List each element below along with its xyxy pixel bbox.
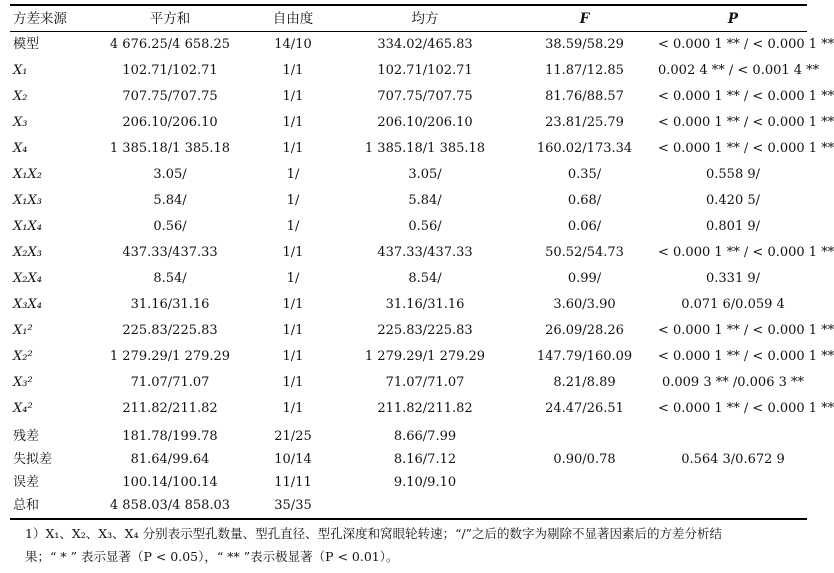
table-row — [10, 396, 834, 422]
table-row — [10, 162, 807, 188]
table-row — [10, 32, 834, 58]
cell-mean-square: 71.07/71.07 — [385, 375, 465, 390]
cell-f-value: 147.79/160.09 — [536, 349, 633, 364]
cell-sum-of-squares: 181.78/199.78 — [122, 429, 218, 444]
cell-mean-square: 102.71/102.71 — [377, 63, 473, 78]
cell-p-value: 0.558 9/ — [706, 167, 760, 182]
cell-source: X₄ — [13, 141, 28, 156]
cell-degrees-of-freedom: 1/ — [286, 219, 300, 234]
cell-f-value: 81.76/88.57 — [545, 89, 624, 104]
cell-mean-square: 1 385.18/1 385.18 — [364, 141, 486, 156]
cell-f-value: 50.52/54.73 — [545, 245, 624, 260]
cell-sum-of-squares: 8.54/ — [153, 271, 187, 286]
cell-p-value: 0.002 4 ** / < 0.001 4 ** — [658, 63, 820, 78]
cell-degrees-of-freedom: 1/1 — [282, 115, 304, 130]
footnote-line-1: 1）X₁、X₂、X₃、X₄ 分别表示型孔数量、型孔直径、型孔深度和窝眼轮转速；“/”之后的数字为剔除不显著因素后的方差分析结 — [25, 526, 723, 541]
cell-source: X₃ — [13, 115, 28, 130]
cell-sum-of-squares: 225.83/225.83 — [122, 323, 218, 338]
cell-degrees-of-freedom: 1/1 — [282, 141, 304, 156]
cell-source: X₂X₄ — [13, 271, 42, 286]
cell-p-value: 0.009 3 ** /0.006 3 ** — [661, 375, 805, 390]
cell-degrees-of-freedom: 1/1 — [282, 245, 304, 260]
cell-source: X₁X₄ — [13, 219, 42, 234]
table-row — [10, 493, 807, 519]
cell-source: X₃² — [13, 375, 33, 390]
cell-sum-of-squares: 5.84/ — [153, 193, 187, 208]
cell-mean-square: 334.02/465.83 — [377, 37, 473, 52]
cell-f-value — [512, 493, 657, 519]
cell-sum-of-squares: 1 279.29/1 279.29 — [109, 349, 231, 364]
header-f: F — [579, 11, 590, 27]
cell-sum-of-squares: 1 385.18/1 385.18 — [109, 141, 231, 156]
cell-sum-of-squares: 206.10/206.10 — [122, 115, 218, 130]
cell-degrees-of-freedom: 1/1 — [282, 89, 304, 104]
cell-p-value: 0.331 9/ — [706, 271, 760, 286]
cell-p-value: 0.071 6/0.059 4 — [681, 297, 785, 312]
table-header-row — [10, 6, 807, 32]
cell-sum-of-squares: 211.82/211.82 — [122, 401, 218, 416]
cell-mean-square: 225.83/225.83 — [377, 323, 473, 338]
cell-p-value: 0.801 9/ — [706, 219, 760, 234]
header-source: 方差来源 — [13, 11, 67, 27]
cell-degrees-of-freedom: 35/35 — [274, 498, 312, 513]
cell-source: X₄² — [13, 401, 33, 416]
cell-source: X₁² — [13, 323, 33, 338]
cell-f-value: 24.47/26.51 — [545, 401, 624, 416]
cell-mean-square: 211.82/211.82 — [377, 401, 473, 416]
cell-mean-square: 206.10/206.10 — [377, 115, 473, 130]
cell-p-value — [658, 493, 808, 519]
cell-p-value: < 0.000 1 ** / < 0.000 1 ** — [658, 323, 834, 338]
table-bottom-rule — [10, 518, 807, 520]
cell-degrees-of-freedom: 1/1 — [282, 323, 304, 338]
table-row — [10, 214, 807, 240]
table-row — [10, 344, 834, 370]
cell-sum-of-squares: 4 676.25/4 658.25 — [109, 37, 231, 52]
cell-degrees-of-freedom: 14/10 — [274, 37, 312, 52]
cell-sum-of-squares: 3.05/ — [153, 167, 187, 182]
cell-f-value: 0.90/0.78 — [553, 452, 616, 467]
cell-f-value: 26.09/28.26 — [545, 323, 624, 338]
cell-f-value: 8.21/8.89 — [553, 375, 616, 390]
cell-f-value: 0.99/ — [567, 271, 602, 286]
footnote-line-2: 果；“ * ” 表示显著（P < 0.05），“ ** ”表示极显著（P < 0.01）。 — [25, 549, 399, 564]
table-footnote — [25, 522, 805, 568]
cell-degrees-of-freedom: 1/ — [286, 271, 300, 286]
cell-degrees-of-freedom: 1/1 — [282, 349, 304, 364]
cell-source: 模型 — [13, 37, 40, 52]
cell-degrees-of-freedom: 10/14 — [274, 452, 312, 467]
cell-mean-square — [340, 493, 510, 519]
cell-sum-of-squares: 31.16/31.16 — [130, 297, 210, 312]
table-row — [10, 266, 807, 292]
cell-mean-square: 1 279.29/1 279.29 — [364, 349, 486, 364]
cell-degrees-of-freedom: 1/ — [286, 193, 300, 208]
cell-mean-square: 3.05/ — [408, 167, 442, 182]
cell-degrees-of-freedom: 1/ — [286, 167, 300, 182]
header-sum-of-squares: 平方和 — [149, 11, 191, 27]
cell-mean-square: 5.84/ — [408, 193, 442, 208]
cell-source: X₁ — [13, 63, 28, 78]
table-row — [10, 318, 834, 344]
cell-p-value: < 0.000 1 ** / < 0.000 1 ** — [658, 349, 834, 364]
table-row — [10, 136, 834, 162]
cell-source: X₁X₂ — [13, 167, 42, 182]
cell-degrees-of-freedom: 1/1 — [282, 63, 304, 78]
cell-mean-square: 8.16/7.12 — [393, 452, 457, 467]
cell-f-value: 3.60/3.90 — [553, 297, 616, 312]
cell-sum-of-squares: 437.33/437.33 — [122, 245, 218, 260]
cell-mean-square: 31.16/31.16 — [385, 297, 465, 312]
cell-sum-of-squares: 4 858.03/4 858.03 — [109, 498, 231, 513]
table-row — [10, 292, 807, 318]
cell-source: 误差 — [13, 475, 40, 490]
cell-p-value: < 0.000 1 ** / < 0.000 1 ** — [658, 89, 834, 104]
cell-mean-square: 437.33/437.33 — [377, 245, 473, 260]
cell-source: 失拟差 — [13, 452, 53, 467]
cell-mean-square: 0.56/ — [408, 219, 442, 234]
cell-source: 残差 — [13, 429, 40, 444]
cell-source: X₂² — [13, 349, 33, 364]
cell-source: X₂X₃ — [13, 245, 42, 260]
cell-f-value: 0.35/ — [567, 167, 602, 182]
cell-source: X₁X₃ — [13, 193, 42, 208]
cell-f-value: 0.06/ — [567, 219, 602, 234]
cell-sum-of-squares: 81.64/99.64 — [130, 452, 210, 467]
cell-f-value: 38.59/58.29 — [545, 37, 624, 52]
cell-sum-of-squares: 707.75/707.75 — [122, 89, 218, 104]
cell-f-value: 160.02/173.34 — [536, 141, 633, 156]
cell-degrees-of-freedom: 11/11 — [274, 475, 312, 490]
cell-mean-square: 8.54/ — [408, 271, 442, 286]
cell-degrees-of-freedom: 1/1 — [282, 375, 304, 390]
table-row — [10, 370, 807, 396]
cell-sum-of-squares: 71.07/71.07 — [130, 375, 210, 390]
cell-p-value: < 0.000 1 ** / < 0.000 1 ** — [658, 401, 834, 416]
cell-p-value: < 0.000 1 ** / < 0.000 1 ** — [658, 141, 834, 156]
cell-p-value: < 0.000 1 ** / < 0.000 1 ** — [658, 115, 834, 130]
cell-source: X₃X₄ — [13, 297, 42, 312]
cell-p-value: 0.420 5/ — [706, 193, 760, 208]
cell-sum-of-squares: 0.56/ — [153, 219, 187, 234]
header-p: P — [727, 11, 739, 27]
table-row — [10, 84, 834, 110]
cell-f-value: 11.87/12.85 — [545, 63, 624, 78]
header-mean-square: 均方 — [411, 11, 439, 27]
cell-degrees-of-freedom: 21/25 — [274, 429, 312, 444]
table-row — [10, 240, 834, 266]
cell-f-value: 23.81/25.79 — [545, 115, 624, 130]
table-row — [10, 188, 807, 214]
cell-sum-of-squares: 102.71/102.71 — [122, 63, 218, 78]
cell-p-value: 0.564 3/0.672 9 — [681, 452, 785, 467]
cell-mean-square: 8.66/7.99 — [393, 429, 457, 444]
cell-sum-of-squares: 100.14/100.14 — [122, 475, 218, 490]
table-row — [10, 110, 834, 136]
cell-mean-square: 9.10/9.10 — [393, 475, 457, 490]
header-degrees-of-freedom: 自由度 — [272, 11, 314, 27]
cell-source: 总和 — [13, 498, 40, 513]
cell-f-value: 0.68/ — [567, 193, 602, 208]
cell-p-value: < 0.000 1 ** / < 0.000 1 ** — [658, 37, 834, 52]
cell-p-value: < 0.000 1 ** / < 0.000 1 ** — [658, 245, 834, 260]
cell-mean-square: 707.75/707.75 — [377, 89, 473, 104]
table-row — [10, 58, 820, 84]
cell-degrees-of-freedom: 1/1 — [282, 297, 304, 312]
cell-degrees-of-freedom: 1/1 — [282, 401, 304, 416]
cell-source: X₂ — [13, 89, 28, 104]
